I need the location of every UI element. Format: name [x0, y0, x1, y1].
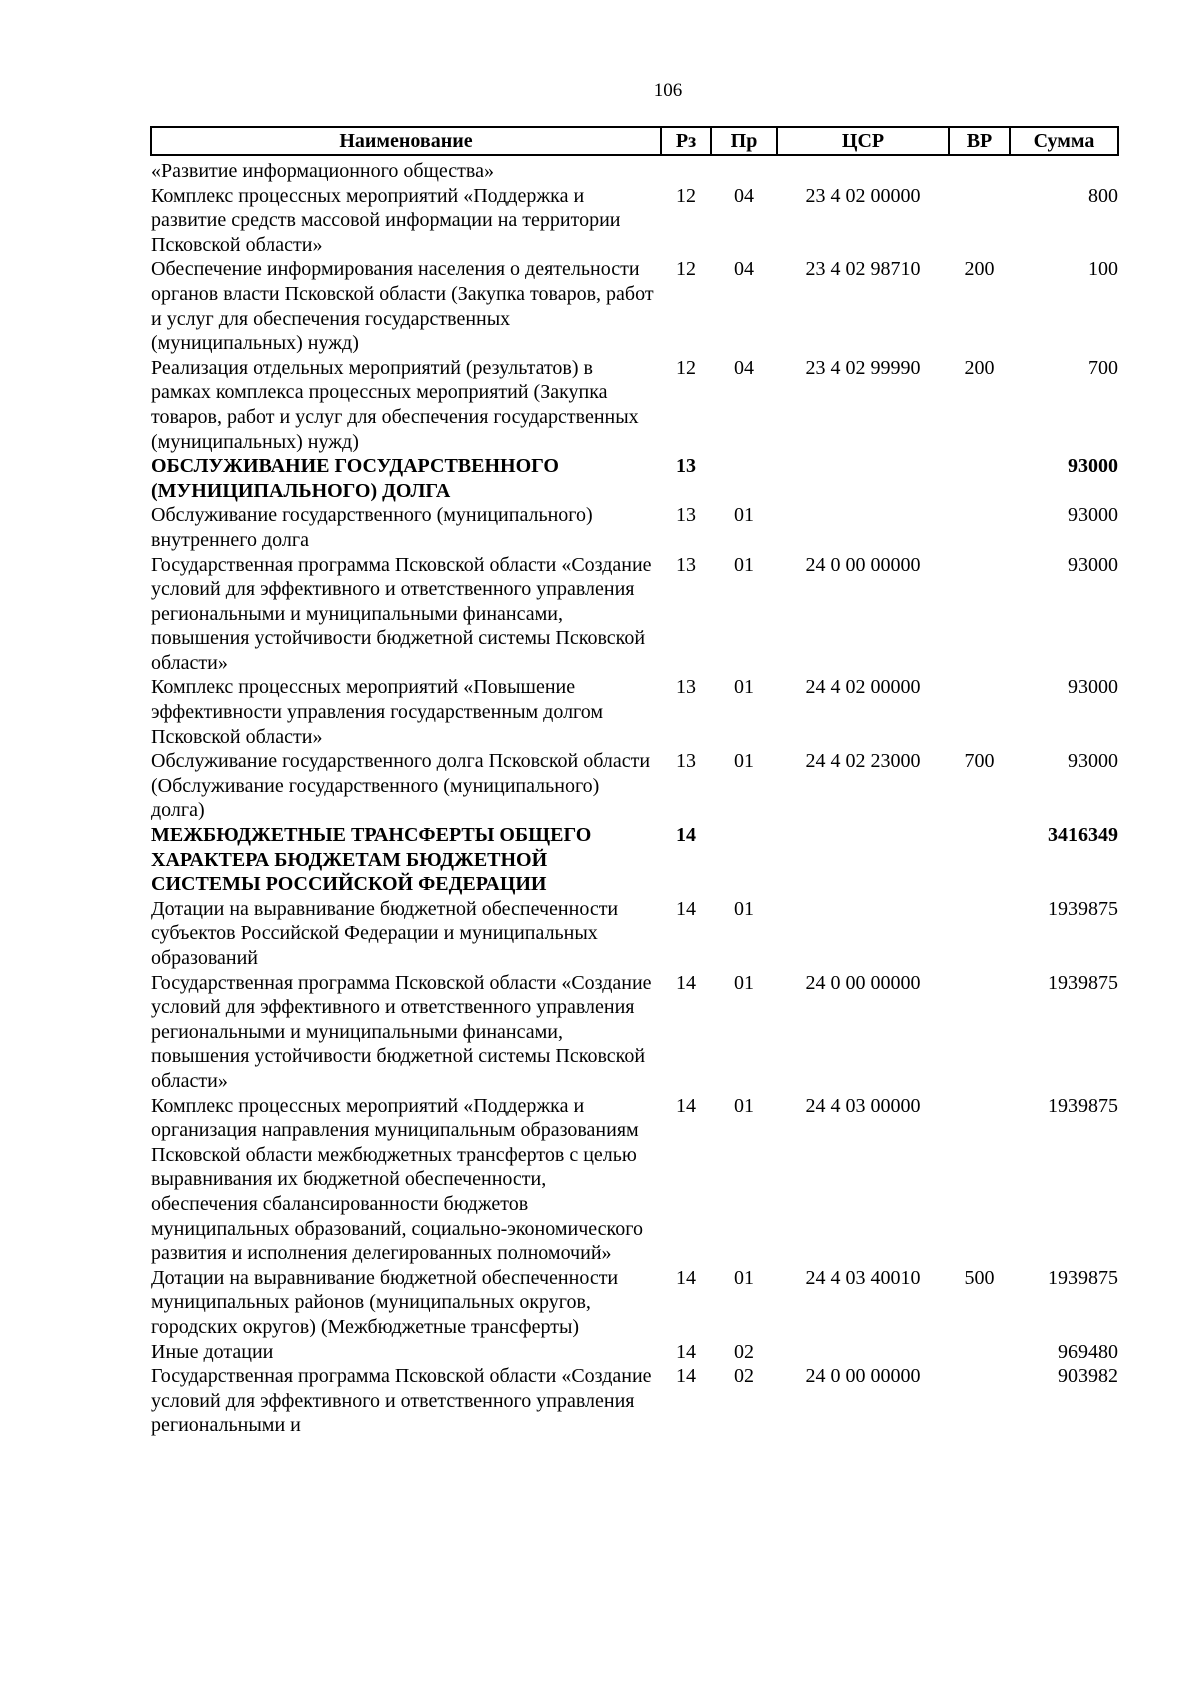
table-row: [151, 1094, 1118, 1266]
table-row: [151, 1340, 1118, 1365]
cell-sum: 800: [1088, 184, 1118, 207]
cell-csr: 24 0 00 00000: [805, 1365, 921, 1388]
cell-sum: 700: [1088, 356, 1118, 379]
cell-name: Комплекс процессных мероприятий «Повышение эффективности управления государственным долгом Псковской области»: [151, 676, 604, 748]
table-row: [151, 675, 1118, 749]
header-name: Наименование: [151, 127, 661, 155]
cell-csr: [777, 1340, 949, 1365]
page-number: 106: [653, 80, 683, 101]
cell-vr: [949, 971, 1010, 1094]
cell-pr: 01: [734, 750, 754, 773]
cell-pr: 01: [734, 1094, 754, 1117]
cell-vr: 200: [964, 258, 995, 281]
cell-name: Реализация отдельных мероприятий (результатов) в рамках комплекса процессных мероприятий (Закупка товаров, работ и услуг для обеспечения государственных (муниципальных) нужд): [151, 356, 639, 453]
header-sum: Сумма: [1010, 127, 1118, 155]
cell-pr: [711, 823, 777, 897]
cell-name: Комплекс процессных мероприятий «Поддержка и развитие средств массовой информации на территории Псковской области»: [151, 184, 621, 256]
table-row: [151, 1266, 1118, 1340]
table-header: [151, 127, 1118, 155]
cell-rz: 12: [676, 356, 696, 379]
cell-name: Дотации на выравнивание бюджетной обеспеченности субъектов Российской Федерации и муниципальных образований: [151, 897, 619, 969]
header-row: [151, 127, 1118, 155]
cell-sum: 93000: [1068, 553, 1118, 576]
cell-csr: [777, 454, 949, 503]
cell-vr: [949, 553, 1010, 676]
cell-csr: [777, 503, 949, 552]
cell-vr: [949, 675, 1010, 749]
cell-rz: 14: [676, 971, 696, 994]
cell-vr: [949, 155, 1010, 184]
cell-pr: 01: [734, 971, 754, 994]
cell-rz: 12: [676, 184, 696, 207]
cell-rz: 13: [676, 455, 696, 478]
section-row: [151, 823, 1118, 897]
cell-sum: 93000: [1068, 455, 1118, 478]
cell-csr: 23 4 02 00000: [805, 184, 921, 207]
cell-name: «Развитие информационного общества»: [151, 160, 494, 182]
table-row: [151, 1364, 1118, 1438]
cell-name: Обслуживание государственного долга Псковской области (Обслуживание государственного (муниципального) долга): [151, 750, 651, 822]
cell-vr: [949, 823, 1010, 897]
cell-pr: 01: [734, 553, 754, 576]
cell-pr: 01: [734, 897, 754, 920]
section-row: [151, 454, 1118, 503]
table-row: [151, 356, 1118, 454]
table-row: [151, 503, 1118, 552]
cell-rz: 13: [676, 676, 696, 699]
cell-csr: 24 0 00 00000: [805, 553, 921, 576]
header-vr: ВР: [949, 127, 1010, 155]
cell-rz: 14: [676, 897, 696, 920]
cell-pr: 04: [734, 184, 754, 207]
cell-rz: 14: [676, 824, 696, 847]
table-body: [151, 155, 1118, 1438]
cell-pr: [711, 454, 777, 503]
cell-rz: 13: [676, 750, 696, 773]
header-csr: ЦСР: [777, 127, 949, 155]
table-row: [151, 971, 1118, 1094]
cell-name: Обслуживание государственного (муниципального) внутреннего долга: [151, 504, 593, 551]
cell-csr: 23 4 02 99990: [805, 356, 921, 379]
cell-rz: 14: [676, 1266, 696, 1289]
cell-rz: 12: [676, 258, 696, 281]
cell-csr: 24 4 02 23000: [805, 750, 921, 773]
cell-sum: 903982: [1058, 1365, 1118, 1388]
cell-vr: [949, 897, 1010, 971]
cell-rz: 14: [676, 1340, 696, 1363]
cell-csr: [777, 823, 949, 897]
cell-sum: 93000: [1068, 750, 1118, 773]
cell-sum: 1939875: [1048, 1094, 1118, 1117]
cell-name: Государственная программа Псковской области «Создание условий для эффективного и ответственного управления региональными и муниципальными финансами, повышения устойчивости бюджетной системы Псковской области»: [151, 971, 652, 1092]
cell-name: Обеспечение информирования населения о деятельности органов власти Псковской области (Закупка товаров, работ и услуг для обеспечения государственных (муниципальных) нужд): [151, 258, 654, 355]
cell-vr: [949, 454, 1010, 503]
cell-csr: [777, 155, 949, 184]
table-row: [151, 257, 1118, 355]
cell-sum: 93000: [1068, 676, 1118, 699]
cell-csr: 24 4 03 40010: [805, 1266, 921, 1289]
cell-name: Иные дотации: [151, 1340, 274, 1363]
cell-pr: 02: [734, 1365, 754, 1388]
table-row: [151, 553, 1118, 676]
cell-sum: [1010, 155, 1118, 184]
cell-vr: [949, 503, 1010, 552]
cell-csr: 24 4 02 00000: [805, 676, 921, 699]
cell-rz: [661, 155, 711, 184]
header-pr: Пр: [711, 127, 777, 155]
cell-name: Государственная программа Псковской области «Создание условий для эффективного и ответственного управления региональными и муниципальными финансами, повышения устойчивости бюджетной системы Псковской области»: [151, 553, 652, 674]
cell-sum: 1939875: [1048, 971, 1118, 994]
cell-rz: 13: [676, 553, 696, 576]
cell-sum: 1939875: [1048, 897, 1118, 920]
cell-name: Дотации на выравнивание бюджетной обеспеченности муниципальных районов (муниципальных округов, городских округов) (Межбюджетные трансферты): [151, 1266, 619, 1338]
budget-table: [150, 126, 1119, 1438]
table-row: [151, 749, 1118, 823]
table-row: [151, 155, 1118, 184]
header-rz: Рз: [661, 127, 711, 155]
cell-sum: 1939875: [1048, 1266, 1118, 1289]
cell-sum: 3416349: [1048, 824, 1118, 847]
cell-csr: 24 0 00 00000: [805, 971, 921, 994]
cell-vr: 500: [964, 1266, 995, 1289]
cell-pr: 01: [734, 676, 754, 699]
cell-pr: [711, 155, 777, 184]
cell-vr: [949, 1094, 1010, 1266]
cell-csr: 24 4 03 00000: [805, 1094, 921, 1117]
cell-vr: [949, 1364, 1010, 1438]
cell-name: ОБСЛУЖИВАНИЕ ГОСУДАРСТВЕННОГО (МУНИЦИПАЛЬНОГО) ДОЛГА: [151, 455, 559, 502]
cell-sum: 93000: [1068, 504, 1118, 527]
cell-csr: 23 4 02 98710: [805, 258, 921, 281]
cell-pr: 02: [734, 1340, 754, 1363]
cell-name: Комплекс процессных мероприятий «Поддержка и организация направления муниципальным образованиям Псковской области межбюджетных трансфертов с целью выравнивания их бюджетной обеспеченности, обеспечения сбалансированности бюджетов муниципальных образований, социально-экономического развития и исполнения делегированных полномочий»: [151, 1094, 643, 1265]
cell-name: Государственная программа Псковской области «Создание условий для эффективного и ответственного управления региональными и: [151, 1365, 652, 1437]
cell-pr: 04: [734, 356, 754, 379]
cell-name: МЕЖБЮДЖЕТНЫЕ ТРАНСФЕРТЫ ОБЩЕГО ХАРАКТЕРА БЮДЖЕТАМ БЮДЖЕТНОЙ СИСТЕМЫ РОССИЙСКОЙ ФЕДЕРАЦИИ: [151, 824, 592, 896]
cell-pr: 01: [734, 1266, 754, 1289]
cell-csr: [777, 897, 949, 971]
table-row: [151, 184, 1118, 258]
cell-rz: 14: [676, 1365, 696, 1388]
cell-pr: 04: [734, 258, 754, 281]
cell-vr: [949, 1340, 1010, 1365]
cell-vr: 700: [964, 750, 995, 773]
cell-pr: 01: [734, 504, 754, 527]
cell-vr: 200: [964, 356, 995, 379]
cell-vr: [949, 184, 1010, 258]
table-row: [151, 897, 1118, 971]
cell-sum: 969480: [1058, 1340, 1118, 1363]
cell-rz: 13: [676, 504, 696, 527]
cell-sum: 100: [1088, 258, 1118, 281]
cell-rz: 14: [676, 1094, 696, 1117]
